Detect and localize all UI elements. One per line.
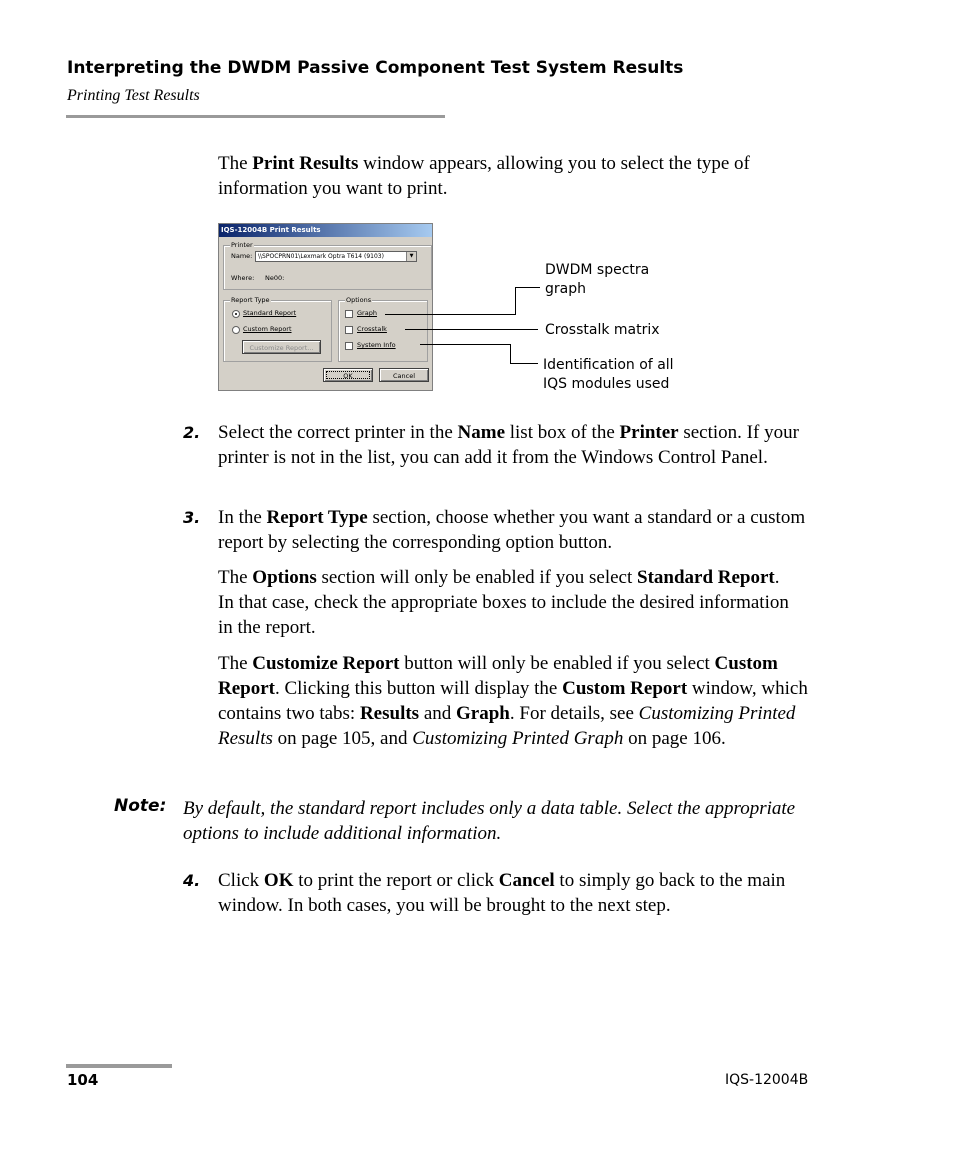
callout-crosstalk: Crosstalk matrix (545, 322, 660, 338)
callout-identification: Identification of all IQS modules used (543, 357, 674, 392)
standard-report-radio[interactable] (232, 310, 240, 318)
page-number: 104 (67, 1071, 99, 1089)
crosstalk-label[interactable]: Crosstalk (357, 325, 387, 333)
report-type-group-label: Report Type (231, 296, 270, 304)
name-label: Name: (231, 252, 253, 260)
step-4-text: Click OK to print the report or click Cancel to simply go back to the main window. In both cases, you will be brought to the next step. (218, 870, 786, 916)
callout-line-graph-vertical (515, 287, 516, 315)
callout-line-crosstalk (405, 329, 538, 330)
print-results-dialog (218, 223, 433, 391)
where-label: Where: (231, 274, 255, 282)
footer-rule (66, 1064, 172, 1068)
step-2-text: Select the correct printer in the Name list box of the Printer section. If your printer is not in the list, you can add it from the Windows Control Panel. (218, 422, 799, 468)
graph-checkbox[interactable] (345, 310, 353, 318)
where-value: Ne00: (265, 274, 285, 282)
dialog-title-bar: IQS-12004B Print Results (219, 224, 432, 237)
crosstalk-checkbox[interactable] (345, 326, 353, 334)
callout-dwdm-spectra: DWDM spectra graph (545, 262, 650, 297)
printer-name-select[interactable] (255, 251, 417, 262)
custom-report-radio[interactable] (232, 326, 240, 334)
ok-button[interactable]: OK (323, 368, 373, 382)
callout-line-graph-tip (515, 287, 540, 288)
callout-line-sysinfo (420, 344, 510, 345)
printer-group-label: Printer (231, 241, 253, 249)
step-4-number: 4. (183, 871, 201, 890)
callout-line-graph (385, 314, 515, 315)
system-info-checkbox[interactable] (345, 342, 353, 350)
step-2-number: 2. (183, 423, 201, 442)
section-subtitle: Printing Test Results (67, 87, 200, 104)
section-title: Interpreting the DWDM Passive Component Test System Results (67, 58, 684, 78)
customize-report-button[interactable]: Customize Report... (242, 340, 321, 354)
note-text: By default, the standard report includes only a data table. Select the appropriate options to include additional information. (183, 798, 796, 844)
graph-label[interactable]: Graph (357, 309, 377, 317)
callout-line-sysinfo-tip (510, 363, 538, 364)
document-id: IQS-12004B (725, 1072, 809, 1088)
step-3-number: 3. (183, 508, 201, 527)
chevron-down-icon[interactable]: ▼ (406, 252, 416, 261)
printer-name-value: \\SPOCPRN01\Lexmark Optra T614 (9103) (258, 253, 384, 260)
options-group-label: Options (346, 296, 372, 304)
step-3-text: In the Report Type section, choose whether you want a standard or a custom report by selecting the corresponding option button. (218, 507, 806, 553)
customize-paragraph: The Customize Report button will only be enabled if you select Custom Report. Clicking this button will display the Custom Report window, which contains two tabs: Results and Graph. For details, see Customizing Printed Results on page 105, and Customizing Printed Graph on page 106. (218, 653, 808, 749)
note-label: Note: (114, 796, 167, 816)
cancel-button[interactable]: Cancel (379, 368, 429, 382)
header-rule (66, 115, 445, 118)
callout-line-sysinfo-vertical (510, 344, 511, 364)
options-paragraph: The Options section will only be enabled if you select Standard Report. In that case, check the appropriate boxes to include the desired information in the report. (218, 567, 789, 638)
system-info-label[interactable]: System Info (357, 341, 396, 349)
standard-report-label[interactable]: Standard Report (243, 309, 297, 317)
intro-paragraph: The Print Results window appears, allowing you to select the type of information you want to print. (218, 153, 750, 199)
custom-report-label[interactable]: Custom Report (243, 325, 292, 333)
